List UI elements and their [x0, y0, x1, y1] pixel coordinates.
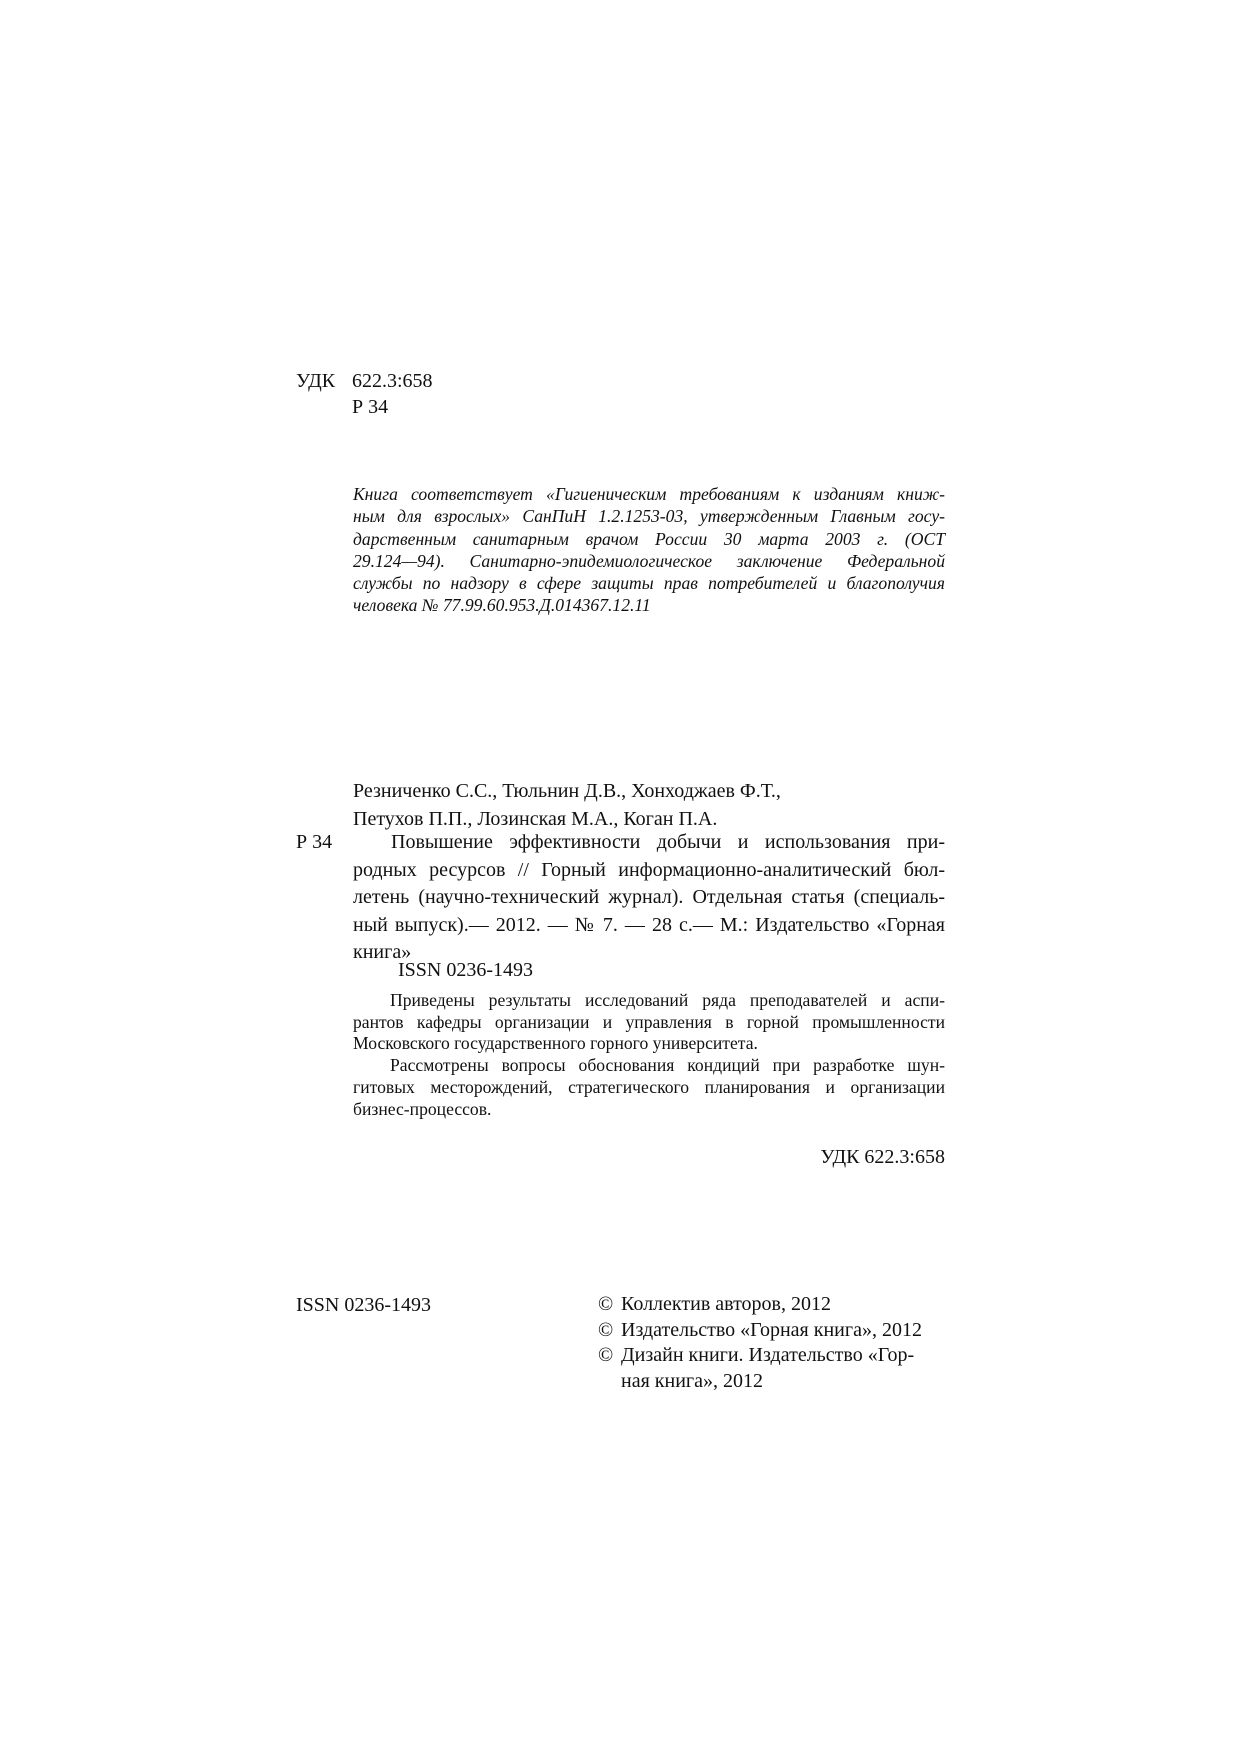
hygiene-line: службы по надзору в сфере защиты прав потребителей и благополучия — [353, 573, 945, 594]
issn-mid: ISSN 0236-1493 — [398, 959, 534, 981]
hygiene-line: человека № 77.99.60.953.Д.014367.12.11 — [353, 595, 651, 616]
udc-right: УДК 622.3:658 — [820, 1146, 945, 1168]
bib-line: родных ресурсов // Горный информационно-аналитический бюл- — [353, 858, 945, 881]
copyright-text: Издательство «Горная книга», 2012 — [621, 1318, 922, 1341]
authors-line: Резниченко С.С., Тюльнин Д.В., Хонходжаев Ф.Т., — [353, 780, 781, 802]
copyright-icon: © — [598, 1344, 614, 1366]
copyright-text-cont: ная книга», 2012 — [621, 1369, 763, 1392]
hygiene-notice — [353, 483, 945, 617]
annotation — [353, 990, 945, 1120]
bib-line: летень (научно-технический журнал). Отдельная статья (специаль- — [353, 886, 945, 908]
udc-block — [296, 368, 433, 420]
copyright-text: Дизайн книги. Издательство «Гор- — [621, 1344, 915, 1366]
bib-line: Повышение эффективности добычи и использования при- — [391, 831, 945, 853]
annotation-line: Рассмотрены вопросы обоснования кондиций при разработке шун- — [390, 1055, 945, 1076]
annotation-line: бизнес-процессов. — [353, 1098, 492, 1119]
hygiene-line: Книга соответствует «Гигиеническим требованиям к изданиям книж- — [353, 484, 945, 504]
bib-description — [353, 829, 945, 967]
udc-code: 622.3:658 — [352, 370, 433, 392]
bib-line: книга» — [353, 941, 412, 963]
copyright-text: Коллектив авторов, 2012 — [621, 1293, 831, 1315]
authors-line: Петухов П.П., Лозинская М.А., Коган П.А. — [353, 808, 718, 830]
annotation-line: Московского государственного горного университета. — [353, 1033, 758, 1054]
hygiene-line: ным для взрослых» СанПиН 1.2.1253-03, утвержденным Главным госу- — [353, 506, 945, 527]
copyright-icon: © — [598, 1318, 614, 1341]
annotation-line: Приведены результаты исследований ряда преподавателей и аспи- — [390, 990, 945, 1010]
udc-cipher: Р 34 — [352, 396, 389, 418]
copyright-item — [598, 1318, 922, 1344]
udc-label: УДК — [296, 370, 336, 392]
hygiene-line: дарственным санитарным врачом России 30 марта 2003 г. (ОСТ — [353, 528, 945, 549]
bib-line: ный выпуск).— 2012. — № 7. — 28 с.— М.: Издательство «Горная — [353, 913, 945, 936]
copyright-item — [598, 1292, 922, 1318]
bib-cipher: Р 34 — [296, 831, 333, 853]
annotation-line: гитовых месторождений, стратегического планирования и организации — [353, 1076, 945, 1097]
udc-row — [296, 368, 433, 394]
copyrights — [598, 1292, 922, 1394]
annotation-line: рантов кафедры организации и управления в горной промышленности — [353, 1011, 945, 1032]
hygiene-line: 29.124—94). Санитарно-эпидемиологическое заключение Федеральной — [353, 550, 945, 571]
issn-bottom: ISSN 0236-1493 — [296, 1294, 432, 1316]
copyright-icon: © — [598, 1293, 614, 1315]
copyright-item — [598, 1343, 922, 1394]
authors — [353, 777, 781, 833]
